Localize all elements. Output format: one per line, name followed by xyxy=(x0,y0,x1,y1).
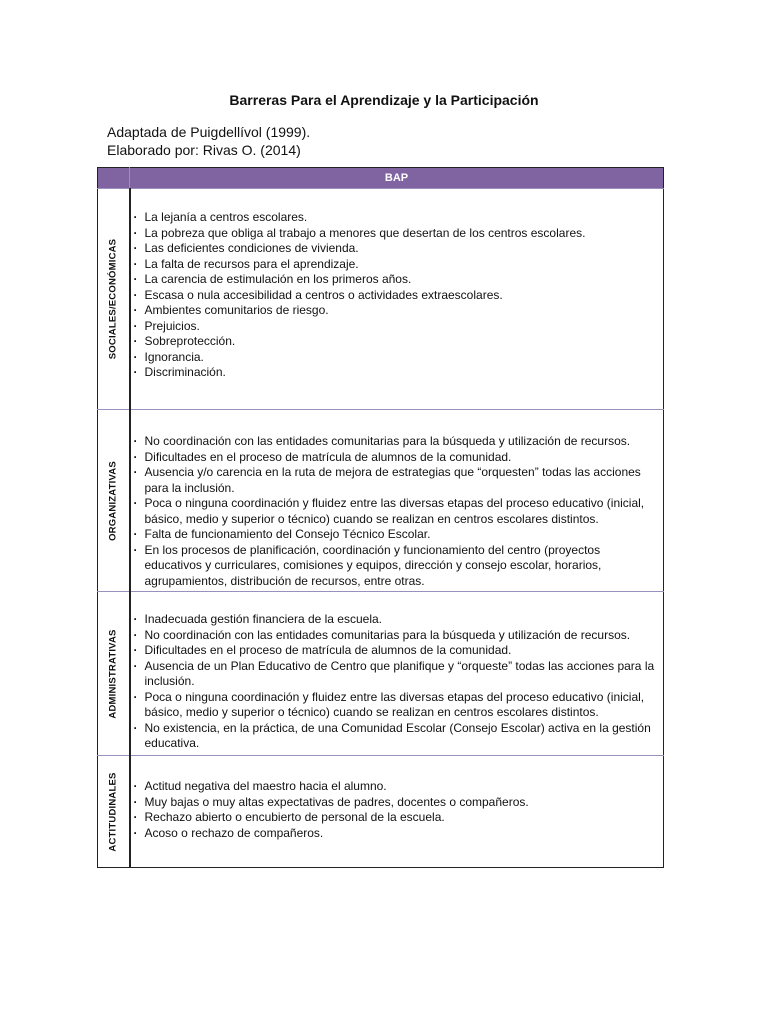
barrier-item: · Acoso o rechazo de compañeros. xyxy=(131,826,660,842)
barrier-item: · Ignorancia. xyxy=(131,350,660,366)
barrier-item: · Ausencia y/o carencia en la ruta de mejora de estrategias que “orquesten” todas las acciones para la inclusión. xyxy=(131,465,660,496)
category-label: ADMINISTRATIVAS xyxy=(107,628,119,719)
section-row-sociales xyxy=(98,189,664,410)
section-row-administrativas xyxy=(98,592,664,756)
barrier-list xyxy=(131,210,664,381)
barrier-item: · La lejanía a centros escolares. xyxy=(131,210,660,226)
barrier-item: · Poca o ninguna coordinación y fluidez entre las diversas etapas del proceso educativo (inicial, básico, medio y superior o técnico) cuando se realizan en centros escolares distintos. xyxy=(131,496,660,527)
barrier-item: · Discriminación. xyxy=(131,365,660,381)
barrier-item: · La falta de recursos para el aprendizaje. xyxy=(131,257,660,273)
barrier-item: · No coordinación con las entidades comunitarias para la búsqueda y utilización de recursos. xyxy=(131,628,660,644)
items-cell xyxy=(130,592,664,756)
barrier-item: · No existencia, en la práctica, de una Comunidad Escolar (Consejo Escolar) activa en la gestión educativa. xyxy=(131,721,660,752)
barrier-item: · La carencia de estimulación en los primeros años. xyxy=(131,272,660,288)
category-cell xyxy=(98,410,130,592)
barrier-list xyxy=(131,779,664,841)
barrier-item: · Las deficientes condiciones de vivienda. xyxy=(131,241,660,257)
category-label: ACTITUDINALES xyxy=(107,771,119,852)
barrier-item: · Poca o ninguna coordinación y fluidez entre las diversas etapas del proceso educativo (inicial, básico, medio y superior o técnico) cuando se realizan en centros escolares distintos. xyxy=(131,690,660,721)
category-cell xyxy=(98,592,130,756)
barrier-item: · Dificultades en el proceso de matrícula de alumnos de la comunidad. xyxy=(131,450,660,466)
category-label: SOCIALES/ECONÓMICAS xyxy=(107,238,119,360)
barrier-item: · Prejuicios. xyxy=(131,319,660,335)
category-cell xyxy=(98,756,130,868)
document-meta xyxy=(107,123,310,159)
barrier-item: · Actitud negativa del maestro hacia el alumno. xyxy=(131,779,660,795)
items-cell xyxy=(130,410,664,592)
barrier-item: · En los procesos de planificación, coordinación y funcionamiento del centro (proyectos educativos y curriculares, comisiones y equipos, dirección y consejo escolar, horarios, agrupamientos, distribución de recursos, entre otras. xyxy=(131,543,660,590)
barrier-item: · Dificultades en el proceso de matrícula de alumnos de la comunidad. xyxy=(131,643,660,659)
header-corner-cell xyxy=(98,168,130,189)
made-by: Elaborado por: Rivas O. (2014) xyxy=(107,142,301,158)
adapted-from: Adaptada de Puigdellívol (1999). xyxy=(107,124,311,140)
document-title: Barreras Para el Aprendizaje y la Participación xyxy=(229,92,539,108)
barrier-item: · No coordinación con las entidades comunitarias para la búsqueda y utilización de recursos. xyxy=(131,434,660,450)
section-row-actitudinales xyxy=(98,756,664,868)
category-cell xyxy=(98,189,130,410)
items-cell xyxy=(130,756,664,868)
section-row-organizativas xyxy=(98,410,664,592)
barrier-item: · Inadecuada gestión financiera de la escuela. xyxy=(131,612,660,628)
barrier-item: · Ambientes comunitarios de riesgo. xyxy=(131,303,660,319)
bap-table xyxy=(97,167,664,868)
barrier-item: · Escasa o nula accesibilidad a centros o actividades extraescolares. xyxy=(131,288,660,304)
barrier-list xyxy=(131,612,664,752)
category-label: ORGANIZATIVAS xyxy=(107,460,119,541)
barrier-item: · Ausencia de un Plan Educativo de Centro que planifique y “orqueste” todas las acciones para la inclusión. xyxy=(131,659,660,690)
items-cell xyxy=(130,189,664,410)
table-header-row xyxy=(98,168,664,189)
barrier-list xyxy=(131,434,664,589)
barrier-item: · Falta de funcionamiento del Consejo Técnico Escolar. xyxy=(131,527,660,543)
barrier-item: · La pobreza que obliga al trabajo a menores que desertan de los centros escolares. xyxy=(131,226,660,242)
barrier-item: · Sobreprotección. xyxy=(131,334,660,350)
barrier-item: · Rechazo abierto o encubierto de personal de la escuela. xyxy=(131,810,660,826)
bap-header: BAP xyxy=(130,168,664,189)
barrier-item: · Muy bajas o muy altas expectativas de padres, docentes o compañeros. xyxy=(131,795,660,811)
